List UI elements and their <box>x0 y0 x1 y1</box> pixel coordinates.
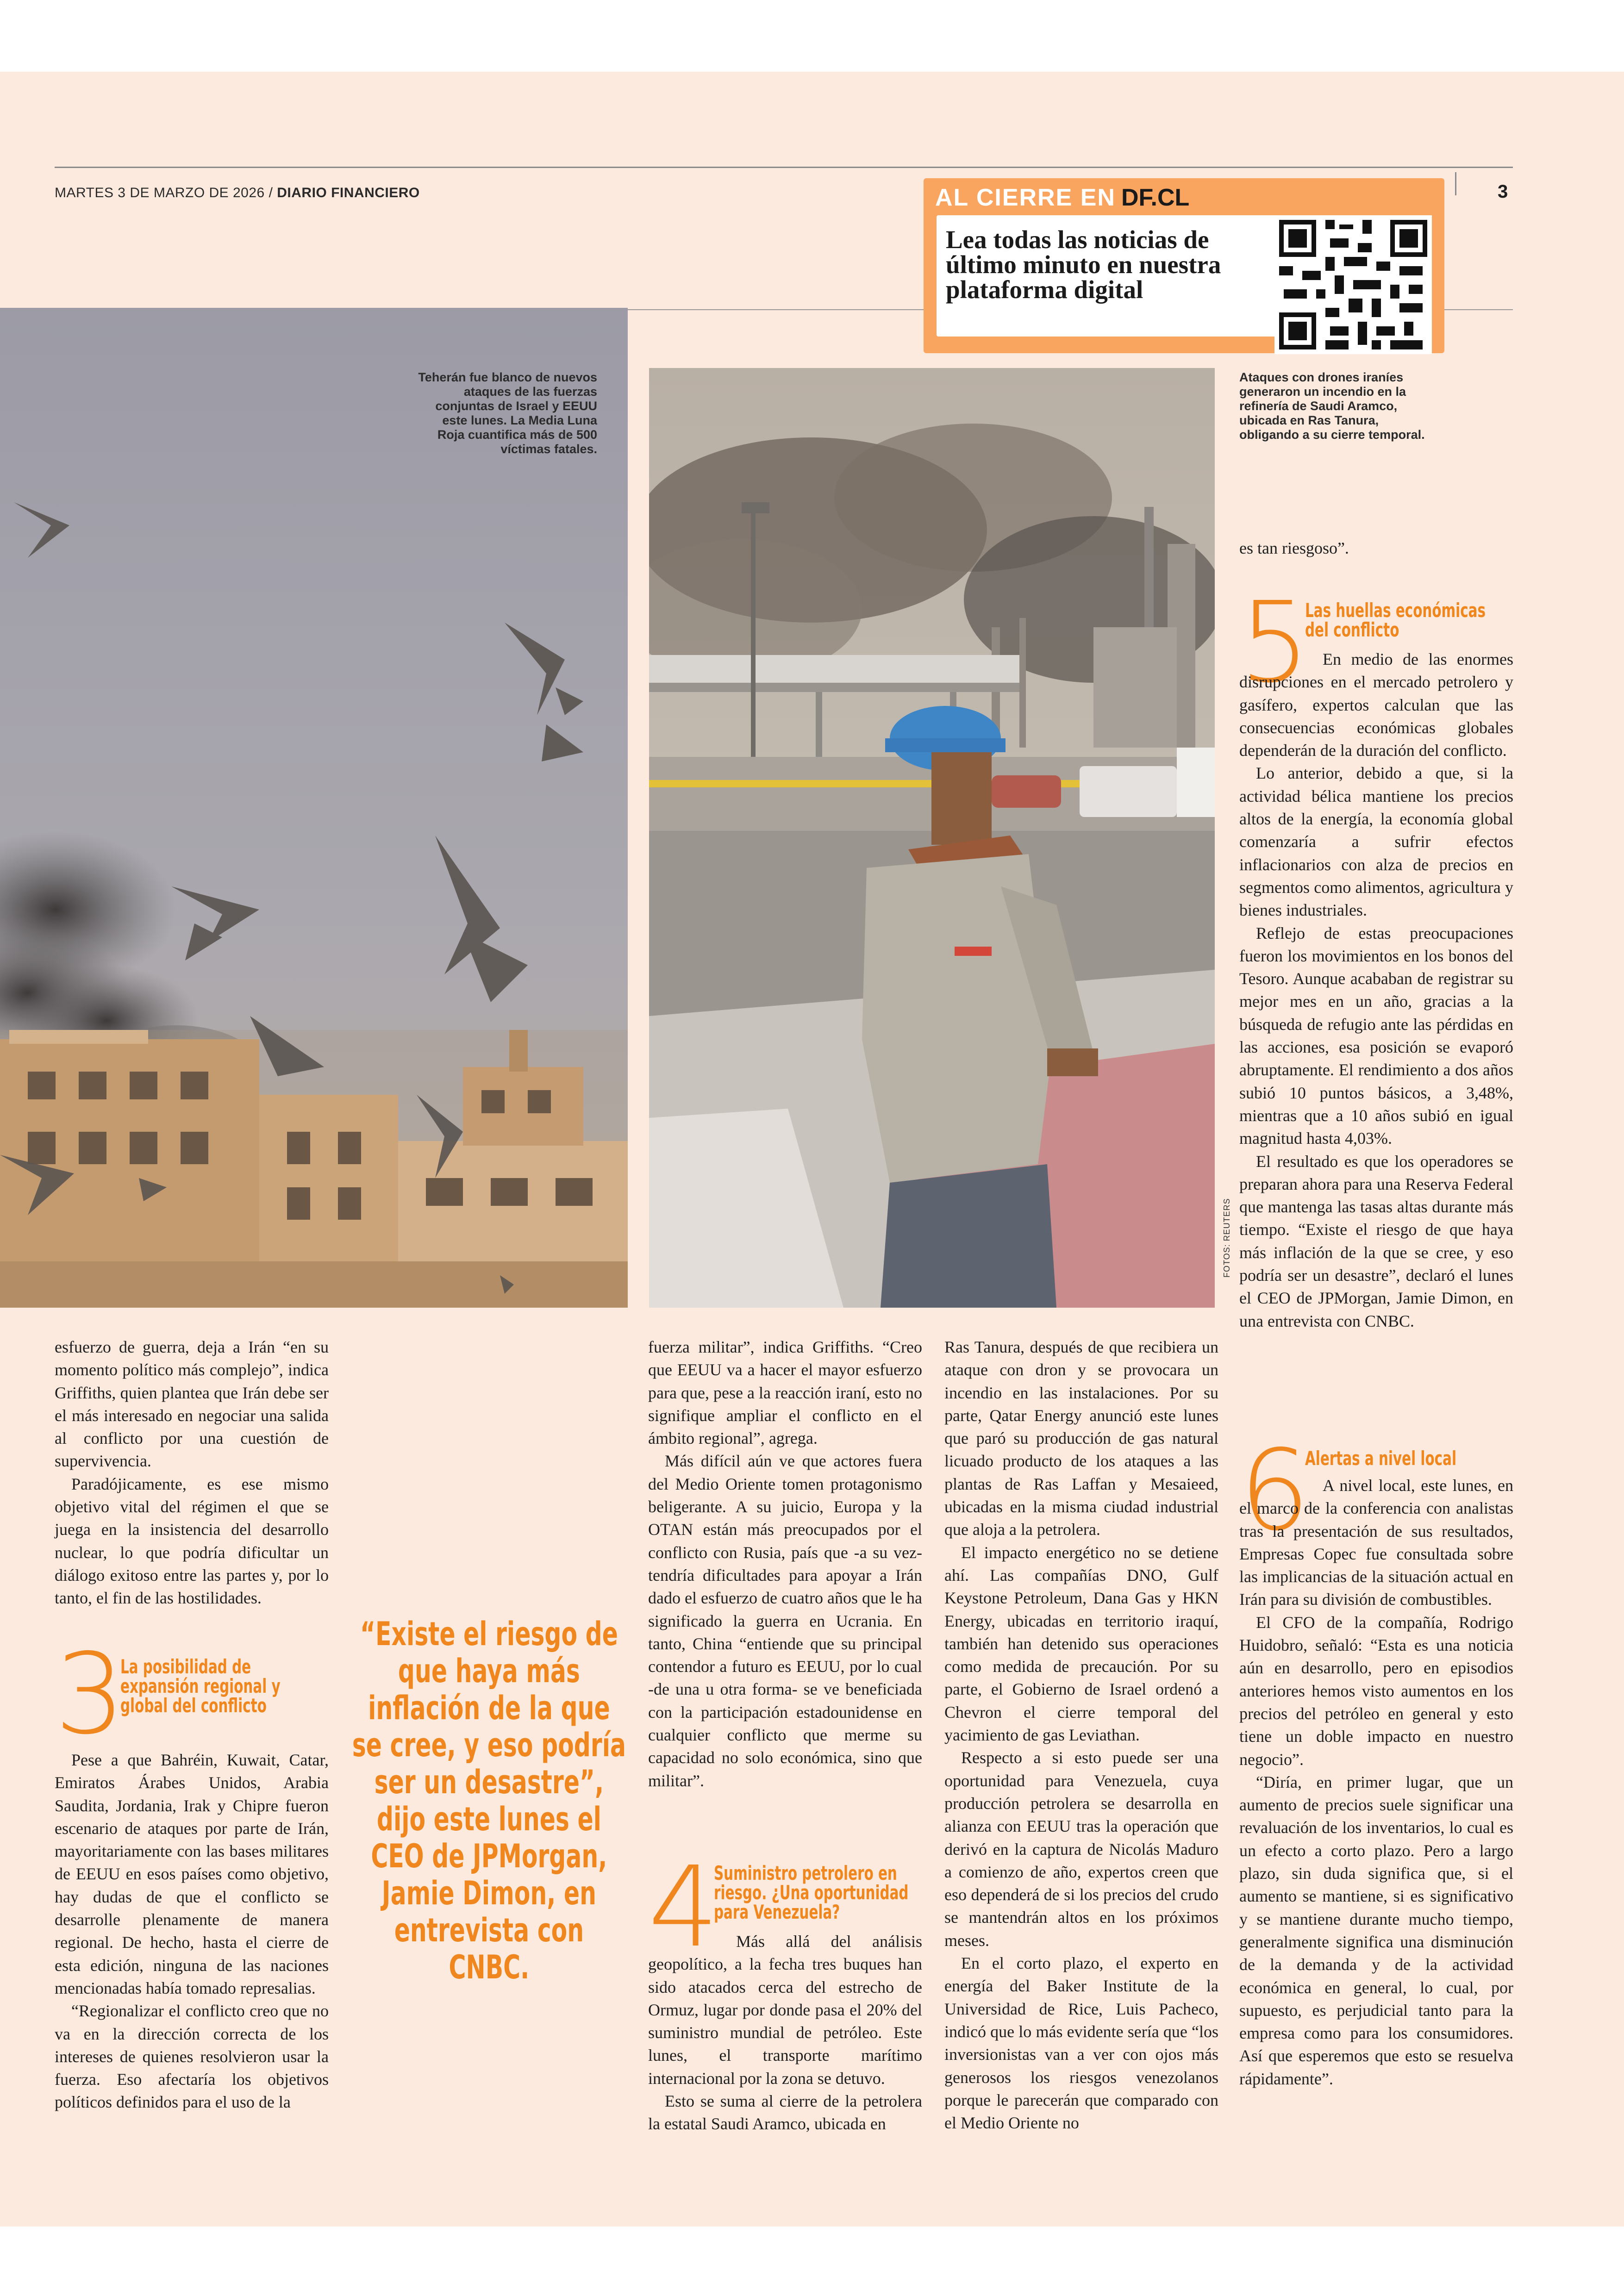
paragraph: Esto se suma al cierre de la petrolera la estatal Saudi Aramco, ubicada en <box>648 2092 922 2133</box>
section-5-number: 5 <box>1239 578 1310 707</box>
paragraph: esfuerzo de guerra, deja a Irán “en su momento político más complejo”, indica Griffiths, quien plantea que Irán debe ser el más interesado en negociar una salida al conflicto por una cuestión de supervivencia. <box>55 1338 329 1471</box>
column-1-top <box>55 1336 329 1610</box>
column-5-section-5 <box>1239 648 1513 1333</box>
paragraph: En el corto plazo, el experto en energía del Baker Institute de la Universidad de Rice, Luis Pacheco, indicó que lo más evidente sería que “los inversionistas van a ver con ojos más generosos los riesgos venezolanos porque le parecerán que comparado con el Medio Oriente no <box>944 1954 1218 2133</box>
section-3-heading <box>55 1629 332 1759</box>
header-rule <box>55 167 1513 168</box>
header-tick <box>1455 172 1456 195</box>
paragraph: Reflejo de estas preocupaciones fueron los movimientos en los bonos del Tesoro. Aunque acababan de registrar su mejor mes en un año, gracias a la búsqueda de refugio ante las pérdidas en las acciones, esa posición se evaporó abruptamente. El rendimiento a dos años subió 10 puntos básicos, a 3,48%, mientras que a 10 años subió en igual magnitud hasta 4,03%. <box>1239 923 1513 1148</box>
section-4-title-line-2: riesgo. ¿Una oportunidad <box>714 1881 909 1904</box>
caption-left-photo: Teherán fue blanco de nuevos ataques de las fuerzas conjuntas de Israel y EEUU este lunes. La Media Luna Roja cuantifica más de 500 víctimas fatales. <box>418 370 597 456</box>
column-5-lead <box>1239 537 1513 560</box>
paragraph: Ras Tanura, después de que recibiera un ataque con dron y se provocara un incendio en las instalaciones. Por su parte, Qatar Energy anunció este lunes que paró su producción de gas natural licuado producto de los ataques a las plantas de Ras Laffan y Mesaieed, ubicadas en la misma ciudad industrial que aloja a la petrolera. <box>944 1338 1218 1539</box>
photo-refinery-worker <box>649 368 1215 1308</box>
section-3-title-line-3: global del conflicto <box>120 1694 267 1717</box>
paragraph: “Regionalizar el conflicto creo que no va en la dirección correcta de los intereses de quienes resolvieron usar la fuerza. Eso afectaría los objetivos políticos definidos para el uso de la <box>55 2002 329 2112</box>
paragraph: El resultado es que los operadores se preparan ahora para una Reserva Federal que mantenga las tasas altas durante más tiempo. “Existe el riesgo de que haya más inflación de la que se cree, y eso podría ser un desastre”, declaró el lunes el CEO de JPMorgan, Jamie Dimon, en una entrevista con CNBC. <box>1239 1152 1513 1330</box>
paragraph: Paradójicamente, es ese mismo objetivo vital del régimen el que se juega en la insistencia del desarrollo nuclear, lo que podría dificultar un diálogo exitoso entre las partes y, por lo tanto, el fin de las hostilidades. <box>55 1474 329 1608</box>
column-4 <box>944 1336 1218 2134</box>
date: MARTES 3 DE MARZO DE 2026 <box>55 185 265 200</box>
promo-card <box>937 215 1432 337</box>
promo-tag <box>935 181 1189 214</box>
paragraph: A nivel local, este lunes, en el marco de la conferencia con analistas tras la presentación de sus resultados, Empresas Copec fue consultada sobre las implicancias de la situación actual en Irán para su división de combustibles. <box>1239 1476 1513 1609</box>
paragraph: En medio de las enormes disrupciones en el mercado petrolero y gasífero, expertos calculan que las consecuencias económicas globales dependerán de la duración del conflicto. <box>1239 650 1513 760</box>
pull-quote <box>352 1615 626 1986</box>
column-3-bottom <box>648 1930 922 2136</box>
section-4-title-line-3: para Venezuela? <box>714 1901 840 1923</box>
paragraph: fuerza militar”, indica Griffiths. “Creo que EEUU va a hacer el mayor esfuerzo para que, pese a la reacción iraní, esto no signifique ampliar el conflicto en el ámbito regional”, agrega. <box>648 1338 922 1448</box>
paragraph: Más allá del análisis geopolítico, a la fecha tres buques han sido atacados cerca del estrecho de Ormuz, lugar por donde pasa el 20% del suministro mundial de petróleo. Este lunes, el transporte marítimo internacional por la zona se detuvo. <box>648 1932 922 2088</box>
paragraph: Respecto a si esto puede ser una oportunidad para Venezuela, cuya producción petrolera se desarrolla en alianza con EEUU tras la operación que derivó en la captura de Nicolás Maduro a comienzo de año, expertos creen que eso dependerá de si los precios del crudo se mantendrán altos en los próximos meses. <box>944 1748 1218 1950</box>
section-4-title-line-1: Suministro petrolero en <box>714 1862 897 1884</box>
promo-brand: DF.CL <box>1121 184 1190 211</box>
column-1-bottom <box>55 1749 329 2114</box>
section-6-number: 6 <box>1239 1426 1310 1555</box>
pull-quote-text: “Existe el riesgo de que haya más inflación de la que se cree, y eso podría ser un desastre”, dijo este lunes el CEO de JPMorgan, Jamie Dimon, en entrevista con CNBC. <box>352 1615 626 1986</box>
section-3-number: 3 <box>55 1629 125 1759</box>
promo-tag-label: AL CIERRE EN <box>935 184 1116 211</box>
qr-code-icon[interactable] <box>1274 215 1432 354</box>
column-5-section-6 <box>1239 1474 1513 2090</box>
page-number: 3 <box>1498 181 1508 202</box>
promo-box[interactable] <box>924 178 1444 353</box>
paragraph: “Diría, en primer lugar, que un aumento de precios suele significar una revaluación de los inventarios, lo cual es un efecto a corto plazo. Pero a largo plazo, sin duda significa que, si el aumento se mantiene, si es significativo y se mantiene durante mucho tiempo, generalmente significa una disminución de la demanda y de la actividad económica en general, lo cual, por supuesto, es perjudicial tanto para la empresa como para los consumidores. Así que esperemos que esto se resuelva rápidamente”. <box>1239 1772 1513 2088</box>
section-3-title-line-1: La posibilidad de <box>120 1655 251 1678</box>
paragraph: es tan riesgoso”. <box>1239 539 1349 557</box>
photo-tehran-pigeons <box>0 308 628 1308</box>
section-3-title-line-2: expansión regional y <box>120 1675 281 1697</box>
separator: / <box>264 185 277 200</box>
caption-right-photo: Ataques con drones iraníes generaron un incendio en la refinería de Saudi Aramco, ubicada en Ras Tanura, obligando a su cierre temporal. <box>1239 370 1425 442</box>
publication-name: DIARIO FINANCIERO <box>277 185 420 200</box>
column-3-top <box>648 1336 922 1792</box>
section-5-title-line-2: del conflicto <box>1305 618 1399 641</box>
section-5-title-line-1: Las huellas económicas <box>1305 599 1486 622</box>
paragraph: Más difícil aún ve que actores fuera del Medio Oriente tomen protagonismo beligerante. A su juicio, Europa y la OTAN están más preocupados por el conflicto con Rusia, país que -a su vez- tendría dificultades para apoyar a Irán dado el esfuerzo de cuatro años que le ha significado la guerra en Ucrania. En tanto, China “entiende que su principal contendor a futuro es EEUU, por lo cual -de una u otra forma- se ve beneficiada con la participación estadounidense en cualquier conflicto que merme su capacidad no solo económica, sino que militar”. <box>648 1452 922 1790</box>
section-4-number: 4 <box>648 1842 719 1972</box>
dateline <box>55 185 420 201</box>
section-6-title-line-1: Alertas a nivel local <box>1305 1447 1457 1470</box>
paragraph: El CFO de la compañía, Rodrigo Huidobro, señaló: “Esta es una noticia aún en desarrollo, pero en episodios anteriores hemos visto aumentos en los precios del petróleo en general y esto tiene un doble impacto en nuestro negocio”. <box>1239 1613 1513 1769</box>
paragraph: Pese a que Bahréin, Kuwait, Catar, Emiratos Árabes Unidos, Arabia Saudita, Jordania, Irak y Chipre fueron escenario de ataques por parte de Irán, mayoritariamente con las bases militares de EEUU en esos países como objetivo, hay dudas de que el conflicto se desarrolle plenamente de manera regional. De hecho, hasta el cierre de esta edición, ninguna de las naciones mencionadas había tomado represalias. <box>55 1751 329 1997</box>
paragraph: Lo anterior, debido a que, si la actividad bélica mantiene los precios altos de la energía, la economía global comenzaría a sufrir efectos inflacionarios con alza de precios en segmentos como alimentos, agricultura y bienes industriales. <box>1239 764 1513 920</box>
promo-text: Lea todas las noticias de último minuto en nuestra plataforma digital <box>946 225 1221 304</box>
paragraph: El impacto energético no se detiene ahí. Las compañías DNO, Gulf Keystone Petroleum, Dana Gas y HKN Energy, ubicadas en territorio iraquí, también han detenido sus operaciones como medida de precaución. Por su parte, el Gobierno de Israel ordenó a Chevron el cierre temporal del yacimiento de gas Leviathan. <box>944 1543 1218 1745</box>
photo-credit: FOTOS: REUTERS <box>1222 1198 1231 1278</box>
